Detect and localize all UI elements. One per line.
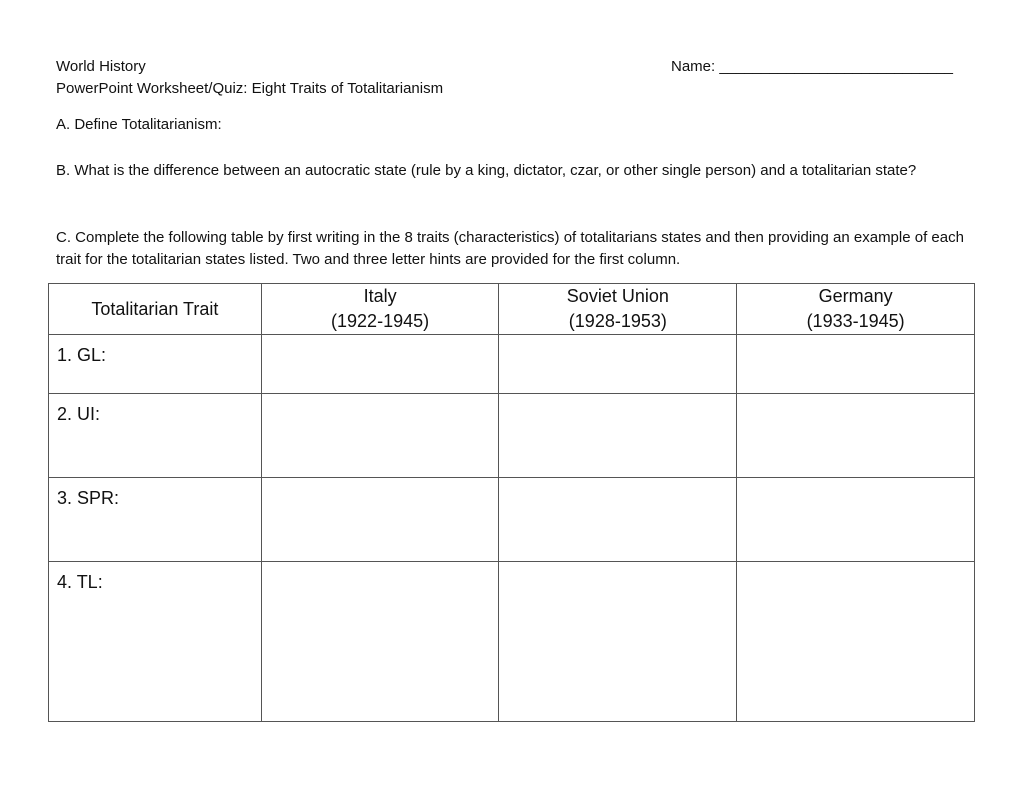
trait-cell[interactable]: 2. UI: xyxy=(49,394,262,478)
trait-cell[interactable]: 4. TL: xyxy=(49,562,262,722)
header-years: (1922-1945) xyxy=(331,311,430,331)
header-years: (1933-1945) xyxy=(806,311,905,331)
answer-cell-soviet-union[interactable] xyxy=(499,394,737,478)
table-row xyxy=(49,394,975,478)
header-soviet-union xyxy=(499,284,737,335)
answer-cell-italy[interactable] xyxy=(261,562,499,722)
table-row xyxy=(49,335,975,394)
trait-cell[interactable]: 3. SPR: xyxy=(49,478,262,562)
table-header-row xyxy=(49,284,975,335)
header-label: Soviet Union xyxy=(566,286,669,306)
header-years: (1928-1953) xyxy=(568,311,667,331)
worksheet-title: PowerPoint Worksheet/Quiz: Eight Traits of Totalitarianism xyxy=(56,80,444,97)
table-row xyxy=(49,478,975,562)
header-label: Totalitarian Trait xyxy=(91,298,219,319)
course-title: World History xyxy=(56,58,146,75)
answer-cell-germany[interactable] xyxy=(737,478,975,562)
question-a: A. Define Totalitarianism: xyxy=(56,116,222,133)
question-c: C. Complete the following table by first writing in the 8 traits (characteristics) of totalitarians states and then providing an example of each trait for the totalitarian states listed. Two and three letter hints are provided for the first column. xyxy=(56,229,964,268)
header-totalitarian-trait xyxy=(49,284,262,335)
header-germany xyxy=(737,284,975,335)
answer-cell-soviet-union[interactable] xyxy=(499,478,737,562)
question-b: B. What is the difference between an autocratic state (rule by a king, dictator, czar, or other single person) and a totalitarian state? xyxy=(56,162,917,179)
table-row xyxy=(49,562,975,722)
header-label: Germany xyxy=(818,286,893,306)
answer-cell-italy[interactable] xyxy=(261,394,499,478)
answer-cell-germany[interactable] xyxy=(737,562,975,722)
header-label: Italy xyxy=(363,286,397,306)
trait-cell[interactable]: 1. GL: xyxy=(49,335,262,394)
answer-cell-italy[interactable] xyxy=(261,335,499,394)
answer-cell-soviet-union[interactable] xyxy=(499,562,737,722)
answer-cell-germany[interactable] xyxy=(737,394,975,478)
answer-cell-soviet-union[interactable] xyxy=(499,335,737,394)
answer-cell-italy[interactable] xyxy=(261,478,499,562)
header-italy xyxy=(261,284,499,335)
answer-cell-germany[interactable] xyxy=(737,335,975,394)
name-field[interactable]: Name: ____________________________ xyxy=(671,58,953,75)
traits-table xyxy=(48,283,975,722)
